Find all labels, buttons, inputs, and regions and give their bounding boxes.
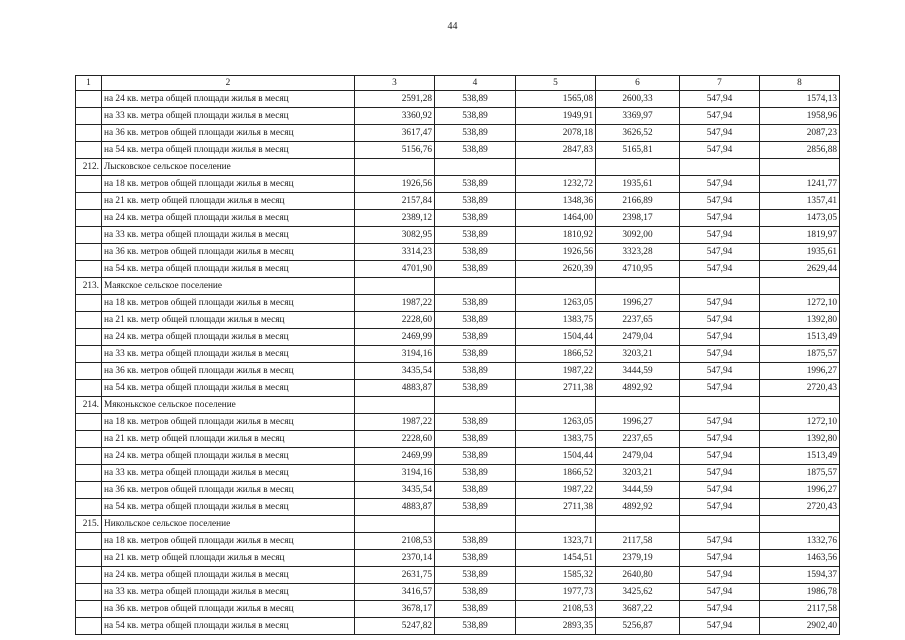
section-title: Маякское сельское поселение bbox=[102, 278, 355, 295]
value-cell: 2469,99 bbox=[355, 329, 435, 346]
value-cell: 538,89 bbox=[435, 312, 516, 329]
section-title: Лысковское сельское поселение bbox=[102, 159, 355, 176]
value-cell: 547,94 bbox=[680, 295, 760, 312]
value-cell: 3082,95 bbox=[355, 227, 435, 244]
empty-cell bbox=[76, 312, 102, 329]
value-cell: 538,89 bbox=[435, 618, 516, 635]
value-cell: 2893,35 bbox=[516, 618, 596, 635]
empty-cell bbox=[435, 159, 516, 176]
value-cell: 2117,58 bbox=[760, 601, 840, 618]
value-cell: 2379,19 bbox=[596, 550, 680, 567]
value-cell: 1263,05 bbox=[516, 295, 596, 312]
table-row bbox=[76, 431, 840, 448]
value-cell: 3360,92 bbox=[355, 108, 435, 125]
value-cell: 547,94 bbox=[680, 346, 760, 363]
value-cell: 4701,90 bbox=[355, 261, 435, 278]
value-cell: 3617,47 bbox=[355, 125, 435, 142]
row-label: на 36 кв. метров общей площади жилья в месяц bbox=[102, 482, 355, 499]
table-row bbox=[76, 244, 840, 261]
value-cell: 1232,72 bbox=[516, 176, 596, 193]
empty-cell bbox=[76, 227, 102, 244]
empty-cell bbox=[76, 210, 102, 227]
value-cell: 2856,88 bbox=[760, 142, 840, 159]
value-cell: 3435,54 bbox=[355, 363, 435, 380]
value-cell: 3626,52 bbox=[596, 125, 680, 142]
value-cell: 1513,49 bbox=[760, 448, 840, 465]
empty-cell bbox=[516, 278, 596, 295]
value-cell: 547,94 bbox=[680, 227, 760, 244]
empty-cell bbox=[76, 363, 102, 380]
row-label: на 33 кв. метра общей площади жилья в месяц bbox=[102, 227, 355, 244]
value-cell: 547,94 bbox=[680, 431, 760, 448]
header-row bbox=[76, 76, 840, 91]
value-cell: 2237,65 bbox=[596, 431, 680, 448]
value-cell: 2640,80 bbox=[596, 567, 680, 584]
header-cell: 5 bbox=[516, 76, 596, 91]
value-cell: 3444,59 bbox=[596, 363, 680, 380]
value-cell: 1357,41 bbox=[760, 193, 840, 210]
value-cell: 5156,76 bbox=[355, 142, 435, 159]
value-cell: 1263,05 bbox=[516, 414, 596, 431]
empty-cell bbox=[596, 159, 680, 176]
empty-cell bbox=[76, 91, 102, 108]
empty-cell bbox=[76, 482, 102, 499]
value-cell: 538,89 bbox=[435, 244, 516, 261]
value-cell: 547,94 bbox=[680, 618, 760, 635]
value-cell: 2087,23 bbox=[760, 125, 840, 142]
value-cell: 2370,14 bbox=[355, 550, 435, 567]
row-label: на 24 кв. метра общей площади жилья в месяц bbox=[102, 329, 355, 346]
value-cell: 3444,59 bbox=[596, 482, 680, 499]
empty-cell bbox=[76, 125, 102, 142]
value-cell: 547,94 bbox=[680, 601, 760, 618]
value-cell: 3194,16 bbox=[355, 346, 435, 363]
value-cell: 538,89 bbox=[435, 584, 516, 601]
table-row bbox=[76, 193, 840, 210]
empty-cell bbox=[76, 295, 102, 312]
value-cell: 3314,23 bbox=[355, 244, 435, 261]
empty-cell bbox=[435, 278, 516, 295]
empty-cell bbox=[76, 142, 102, 159]
value-cell: 1866,52 bbox=[516, 346, 596, 363]
value-cell: 547,94 bbox=[680, 414, 760, 431]
table-row bbox=[76, 448, 840, 465]
value-cell: 1935,61 bbox=[760, 244, 840, 261]
value-cell: 538,89 bbox=[435, 346, 516, 363]
section-row bbox=[76, 278, 840, 295]
empty-cell bbox=[760, 397, 840, 414]
table-row bbox=[76, 465, 840, 482]
row-label: на 18 кв. метров общей площади жилья в месяц bbox=[102, 295, 355, 312]
header-cell: 7 bbox=[680, 76, 760, 91]
value-cell: 2711,38 bbox=[516, 499, 596, 516]
row-label: на 18 кв. метров общей площади жилья в месяц bbox=[102, 414, 355, 431]
value-cell: 1996,27 bbox=[760, 363, 840, 380]
row-label: на 21 кв. метр общей площади жилья в месяц bbox=[102, 550, 355, 567]
value-cell: 2479,04 bbox=[596, 448, 680, 465]
tariff-table bbox=[75, 75, 840, 635]
empty-cell bbox=[680, 397, 760, 414]
section-number: 214. bbox=[76, 397, 102, 414]
value-cell: 1463,56 bbox=[760, 550, 840, 567]
value-cell: 1504,44 bbox=[516, 329, 596, 346]
row-label: на 33 кв. метра общей площади жилья в месяц bbox=[102, 584, 355, 601]
value-cell: 547,94 bbox=[680, 482, 760, 499]
empty-cell bbox=[76, 584, 102, 601]
value-cell: 1272,10 bbox=[760, 414, 840, 431]
empty-cell bbox=[76, 601, 102, 618]
value-cell: 2620,39 bbox=[516, 261, 596, 278]
value-cell: 3425,62 bbox=[596, 584, 680, 601]
value-cell: 538,89 bbox=[435, 533, 516, 550]
value-cell: 538,89 bbox=[435, 465, 516, 482]
value-cell: 547,94 bbox=[680, 125, 760, 142]
row-label: на 54 кв. метра общей площади жилья в месяц bbox=[102, 142, 355, 159]
value-cell: 538,89 bbox=[435, 261, 516, 278]
table-row bbox=[76, 380, 840, 397]
value-cell: 3203,21 bbox=[596, 465, 680, 482]
table-row bbox=[76, 329, 840, 346]
value-cell: 4710,95 bbox=[596, 261, 680, 278]
value-cell: 547,94 bbox=[680, 448, 760, 465]
value-cell: 547,94 bbox=[680, 363, 760, 380]
value-cell: 2600,33 bbox=[596, 91, 680, 108]
value-cell: 3203,21 bbox=[596, 346, 680, 363]
empty-cell bbox=[760, 159, 840, 176]
empty-cell bbox=[76, 533, 102, 550]
value-cell: 4883,87 bbox=[355, 499, 435, 516]
table-row bbox=[76, 533, 840, 550]
value-cell: 2157,84 bbox=[355, 193, 435, 210]
section-row bbox=[76, 516, 840, 533]
empty-cell bbox=[76, 567, 102, 584]
value-cell: 538,89 bbox=[435, 567, 516, 584]
table-row bbox=[76, 312, 840, 329]
value-cell: 1987,22 bbox=[355, 295, 435, 312]
value-cell: 2847,83 bbox=[516, 142, 596, 159]
value-cell: 2902,40 bbox=[760, 618, 840, 635]
row-label: на 54 кв. метра общей площади жилья в месяц bbox=[102, 380, 355, 397]
value-cell: 1987,22 bbox=[516, 482, 596, 499]
value-cell: 3435,54 bbox=[355, 482, 435, 499]
empty-cell bbox=[76, 431, 102, 448]
value-cell: 538,89 bbox=[435, 499, 516, 516]
empty-cell bbox=[355, 159, 435, 176]
header-cell: 4 bbox=[435, 76, 516, 91]
value-cell: 538,89 bbox=[435, 125, 516, 142]
value-cell: 2228,60 bbox=[355, 312, 435, 329]
table-row bbox=[76, 499, 840, 516]
value-cell: 1392,80 bbox=[760, 431, 840, 448]
empty-cell bbox=[760, 516, 840, 533]
page-number: 44 bbox=[447, 21, 458, 32]
value-cell: 1454,51 bbox=[516, 550, 596, 567]
row-label: на 24 кв. метра общей площади жилья в месяц bbox=[102, 448, 355, 465]
section-row bbox=[76, 159, 840, 176]
value-cell: 2469,99 bbox=[355, 448, 435, 465]
value-cell: 547,94 bbox=[680, 465, 760, 482]
value-cell: 538,89 bbox=[435, 108, 516, 125]
row-label: на 24 кв. метра общей площади жилья в месяц bbox=[102, 210, 355, 227]
value-cell: 2711,38 bbox=[516, 380, 596, 397]
table-row bbox=[76, 346, 840, 363]
header-cell: 3 bbox=[355, 76, 435, 91]
empty-cell bbox=[435, 516, 516, 533]
table-row bbox=[76, 227, 840, 244]
row-label: на 21 кв. метр общей площади жилья в месяц bbox=[102, 193, 355, 210]
value-cell: 1926,56 bbox=[516, 244, 596, 261]
row-label: на 36 кв. метров общей площади жилья в месяц bbox=[102, 363, 355, 380]
empty-cell bbox=[76, 108, 102, 125]
value-cell: 547,94 bbox=[680, 261, 760, 278]
empty-cell bbox=[680, 159, 760, 176]
value-cell: 538,89 bbox=[435, 601, 516, 618]
value-cell: 538,89 bbox=[435, 414, 516, 431]
empty-cell bbox=[516, 516, 596, 533]
value-cell: 538,89 bbox=[435, 193, 516, 210]
value-cell: 547,94 bbox=[680, 312, 760, 329]
value-cell: 3194,16 bbox=[355, 465, 435, 482]
value-cell: 547,94 bbox=[680, 567, 760, 584]
value-cell: 1949,91 bbox=[516, 108, 596, 125]
empty-cell bbox=[680, 278, 760, 295]
empty-cell bbox=[76, 414, 102, 431]
value-cell: 1958,96 bbox=[760, 108, 840, 125]
section-number: 212. bbox=[76, 159, 102, 176]
table-row bbox=[76, 125, 840, 142]
section-title: Никольское сельское поселение bbox=[102, 516, 355, 533]
value-cell: 547,94 bbox=[680, 380, 760, 397]
value-cell: 1348,36 bbox=[516, 193, 596, 210]
empty-cell bbox=[596, 516, 680, 533]
empty-cell bbox=[516, 397, 596, 414]
value-cell: 3687,22 bbox=[596, 601, 680, 618]
empty-cell bbox=[76, 380, 102, 397]
value-cell: 1383,75 bbox=[516, 312, 596, 329]
value-cell: 1935,61 bbox=[596, 176, 680, 193]
row-label: на 33 кв. метра общей площади жилья в месяц bbox=[102, 346, 355, 363]
value-cell: 547,94 bbox=[680, 210, 760, 227]
section-number: 213. bbox=[76, 278, 102, 295]
table-row bbox=[76, 618, 840, 635]
empty-cell bbox=[596, 397, 680, 414]
table-row bbox=[76, 142, 840, 159]
value-cell: 538,89 bbox=[435, 363, 516, 380]
value-cell: 538,89 bbox=[435, 176, 516, 193]
empty-cell bbox=[435, 397, 516, 414]
value-cell: 1464,00 bbox=[516, 210, 596, 227]
empty-cell bbox=[596, 278, 680, 295]
value-cell: 1926,56 bbox=[355, 176, 435, 193]
value-cell: 538,89 bbox=[435, 550, 516, 567]
value-cell: 5165,81 bbox=[596, 142, 680, 159]
empty-cell bbox=[516, 159, 596, 176]
empty-cell bbox=[76, 193, 102, 210]
value-cell: 2237,65 bbox=[596, 312, 680, 329]
empty-cell bbox=[76, 618, 102, 635]
empty-cell bbox=[76, 465, 102, 482]
value-cell: 1996,27 bbox=[760, 482, 840, 499]
value-cell: 538,89 bbox=[435, 142, 516, 159]
value-cell: 3678,17 bbox=[355, 601, 435, 618]
value-cell: 5247,82 bbox=[355, 618, 435, 635]
value-cell: 4892,92 bbox=[596, 499, 680, 516]
value-cell: 1504,44 bbox=[516, 448, 596, 465]
section-row bbox=[76, 397, 840, 414]
value-cell: 547,94 bbox=[680, 584, 760, 601]
value-cell: 1241,77 bbox=[760, 176, 840, 193]
row-label: на 54 кв. метра общей площади жилья в месяц bbox=[102, 499, 355, 516]
empty-cell bbox=[76, 550, 102, 567]
value-cell: 1986,78 bbox=[760, 584, 840, 601]
row-label: на 24 кв. метра общей площади жилья в месяц bbox=[102, 567, 355, 584]
row-label: на 54 кв. метра общей площади жилья в месяц bbox=[102, 261, 355, 278]
value-cell: 538,89 bbox=[435, 329, 516, 346]
value-cell: 547,94 bbox=[680, 499, 760, 516]
value-cell: 1392,80 bbox=[760, 312, 840, 329]
value-cell: 538,89 bbox=[435, 380, 516, 397]
value-cell: 1987,22 bbox=[355, 414, 435, 431]
value-cell: 1513,49 bbox=[760, 329, 840, 346]
row-label: на 36 кв. метров общей площади жилья в месяц bbox=[102, 125, 355, 142]
empty-cell bbox=[76, 499, 102, 516]
empty-cell bbox=[76, 244, 102, 261]
value-cell: 1977,73 bbox=[516, 584, 596, 601]
empty-cell bbox=[355, 397, 435, 414]
value-cell: 2398,17 bbox=[596, 210, 680, 227]
value-cell: 2720,43 bbox=[760, 499, 840, 516]
value-cell: 1332,76 bbox=[760, 533, 840, 550]
row-label: на 54 кв. метра общей площади жилья в месяц bbox=[102, 618, 355, 635]
value-cell: 547,94 bbox=[680, 91, 760, 108]
value-cell: 5256,87 bbox=[596, 618, 680, 635]
table-row bbox=[76, 601, 840, 618]
table-row bbox=[76, 414, 840, 431]
value-cell: 547,94 bbox=[680, 244, 760, 261]
row-label: на 18 кв. метров общей площади жилья в месяц bbox=[102, 176, 355, 193]
value-cell: 2389,12 bbox=[355, 210, 435, 227]
header-cell: 6 bbox=[596, 76, 680, 91]
value-cell: 547,94 bbox=[680, 142, 760, 159]
value-cell: 1473,05 bbox=[760, 210, 840, 227]
row-label: на 21 кв. метр общей площади жилья в месяц bbox=[102, 431, 355, 448]
table-row bbox=[76, 482, 840, 499]
value-cell: 3416,57 bbox=[355, 584, 435, 601]
value-cell: 1574,13 bbox=[760, 91, 840, 108]
value-cell: 4892,92 bbox=[596, 380, 680, 397]
value-cell: 2629,44 bbox=[760, 261, 840, 278]
table-row bbox=[76, 108, 840, 125]
value-cell: 547,94 bbox=[680, 108, 760, 125]
value-cell: 1272,10 bbox=[760, 295, 840, 312]
header-cell: 1 bbox=[76, 76, 102, 91]
table-row bbox=[76, 363, 840, 380]
value-cell: 3323,28 bbox=[596, 244, 680, 261]
value-cell: 547,94 bbox=[680, 533, 760, 550]
table-row bbox=[76, 550, 840, 567]
empty-cell bbox=[355, 516, 435, 533]
table-row bbox=[76, 210, 840, 227]
empty-cell bbox=[680, 516, 760, 533]
value-cell: 2479,04 bbox=[596, 329, 680, 346]
value-cell: 1565,08 bbox=[516, 91, 596, 108]
empty-cell bbox=[76, 261, 102, 278]
value-cell: 3369,97 bbox=[596, 108, 680, 125]
value-cell: 1996,27 bbox=[596, 414, 680, 431]
table-row bbox=[76, 567, 840, 584]
value-cell: 2117,58 bbox=[596, 533, 680, 550]
value-cell: 3092,00 bbox=[596, 227, 680, 244]
table-row bbox=[76, 91, 840, 108]
empty-cell bbox=[76, 448, 102, 465]
value-cell: 1383,75 bbox=[516, 431, 596, 448]
value-cell: 4883,87 bbox=[355, 380, 435, 397]
table-row bbox=[76, 295, 840, 312]
empty-cell bbox=[355, 278, 435, 295]
table-row bbox=[76, 584, 840, 601]
value-cell: 538,89 bbox=[435, 295, 516, 312]
table-row bbox=[76, 176, 840, 193]
value-cell: 1996,27 bbox=[596, 295, 680, 312]
empty-cell bbox=[76, 176, 102, 193]
value-cell: 1866,52 bbox=[516, 465, 596, 482]
value-cell: 2228,60 bbox=[355, 431, 435, 448]
row-label: на 36 кв. метров общей площади жилья в месяц bbox=[102, 244, 355, 261]
section-title: Мяконькское сельское поселение bbox=[102, 397, 355, 414]
row-label: на 24 кв. метра общей площади жилья в месяц bbox=[102, 91, 355, 108]
row-label: на 18 кв. метров общей площади жилья в месяц bbox=[102, 533, 355, 550]
section-number: 215. bbox=[76, 516, 102, 533]
value-cell: 538,89 bbox=[435, 227, 516, 244]
value-cell: 2078,18 bbox=[516, 125, 596, 142]
header-cell: 2 bbox=[102, 76, 355, 91]
value-cell: 538,89 bbox=[435, 91, 516, 108]
value-cell: 2166,89 bbox=[596, 193, 680, 210]
value-cell: 547,94 bbox=[680, 550, 760, 567]
value-cell: 547,94 bbox=[680, 176, 760, 193]
value-cell: 1875,57 bbox=[760, 346, 840, 363]
table-row bbox=[76, 261, 840, 278]
row-label: на 33 кв. метра общей площади жилья в месяц bbox=[102, 465, 355, 482]
empty-cell bbox=[76, 346, 102, 363]
empty-cell bbox=[76, 329, 102, 346]
value-cell: 1323,71 bbox=[516, 533, 596, 550]
value-cell: 1987,22 bbox=[516, 363, 596, 380]
value-cell: 2108,53 bbox=[355, 533, 435, 550]
value-cell: 538,89 bbox=[435, 448, 516, 465]
value-cell: 1875,57 bbox=[760, 465, 840, 482]
row-label: на 21 кв. метр общей площади жилья в месяц bbox=[102, 312, 355, 329]
empty-cell bbox=[760, 278, 840, 295]
value-cell: 2720,43 bbox=[760, 380, 840, 397]
row-label: на 36 кв. метров общей площади жилья в месяц bbox=[102, 601, 355, 618]
value-cell: 2591,28 bbox=[355, 91, 435, 108]
value-cell: 538,89 bbox=[435, 210, 516, 227]
value-cell: 2108,53 bbox=[516, 601, 596, 618]
value-cell: 538,89 bbox=[435, 482, 516, 499]
value-cell: 547,94 bbox=[680, 193, 760, 210]
value-cell: 1585,32 bbox=[516, 567, 596, 584]
header-cell: 8 bbox=[760, 76, 840, 91]
value-cell: 547,94 bbox=[680, 329, 760, 346]
value-cell: 1810,92 bbox=[516, 227, 596, 244]
value-cell: 2631,75 bbox=[355, 567, 435, 584]
row-label: на 33 кв. метра общей площади жилья в месяц bbox=[102, 108, 355, 125]
value-cell: 1819,97 bbox=[760, 227, 840, 244]
value-cell: 1594,37 bbox=[760, 567, 840, 584]
value-cell: 538,89 bbox=[435, 431, 516, 448]
